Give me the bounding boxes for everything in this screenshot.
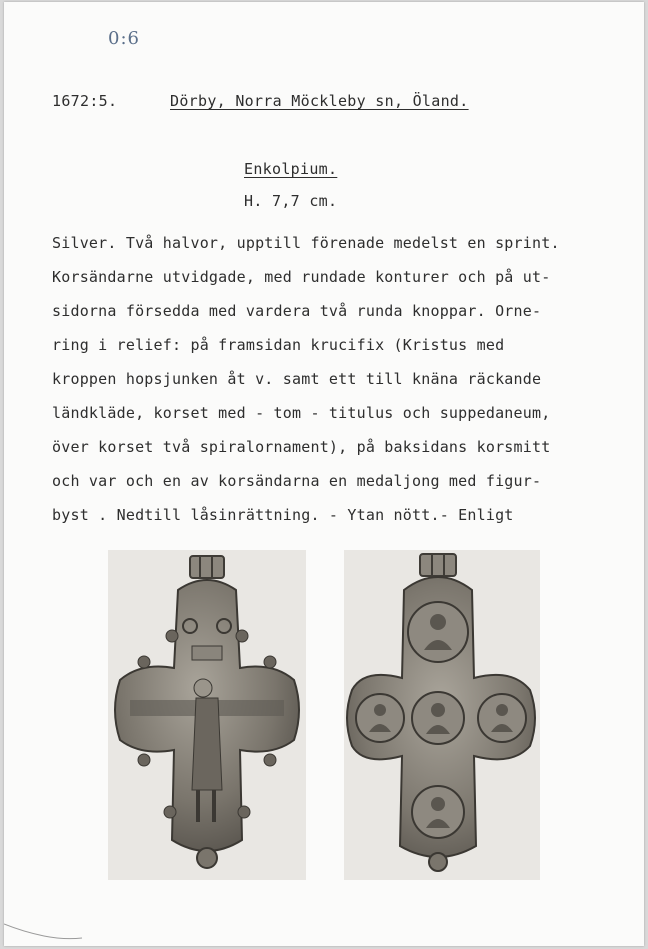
find-location: Dörby, Norra Möckleby sn, Öland. <box>170 92 469 110</box>
handwritten-number: 0:6 <box>108 28 140 49</box>
description-line: ländkläde, korset med - tom - titulus och suppedaneum, <box>52 404 551 422</box>
description-line: och var och en av korsändarna en medaljong med figur- <box>52 472 542 490</box>
description <box>52 226 644 532</box>
catalog-number: 1672:5. <box>52 92 118 110</box>
description-line: ring i relief: på framsidan krucifix (Kristus med <box>52 336 505 354</box>
photo-front <box>108 550 306 880</box>
description-line: byst . Nedtill låsinrättning. - Ytan nött.- Enligt <box>52 506 514 524</box>
description-line: sidorna försedda med vardera två runda knoppar. Orne- <box>52 302 542 320</box>
description-line: Silver. Två halvor, upptill förenade medelst en sprint. <box>52 234 560 252</box>
object-height: H. 7,7 cm. <box>244 192 338 210</box>
description-line: över korset två spiralornament), på baksidans korsmitt <box>52 438 551 456</box>
description-line: Korsändarne utvidgade, med rundade konturer och på ut- <box>52 268 551 286</box>
medallion-cross-back-icon <box>344 550 540 880</box>
catalog-card <box>4 2 644 946</box>
description-line: kroppen hopsjunken åt v. samt ett till knäna räckande <box>52 370 542 388</box>
object-title: Enkolpium. <box>244 160 338 178</box>
photo-back <box>344 550 540 880</box>
torn-corner-mark <box>4 920 84 944</box>
crucifix-front-icon <box>108 550 306 880</box>
